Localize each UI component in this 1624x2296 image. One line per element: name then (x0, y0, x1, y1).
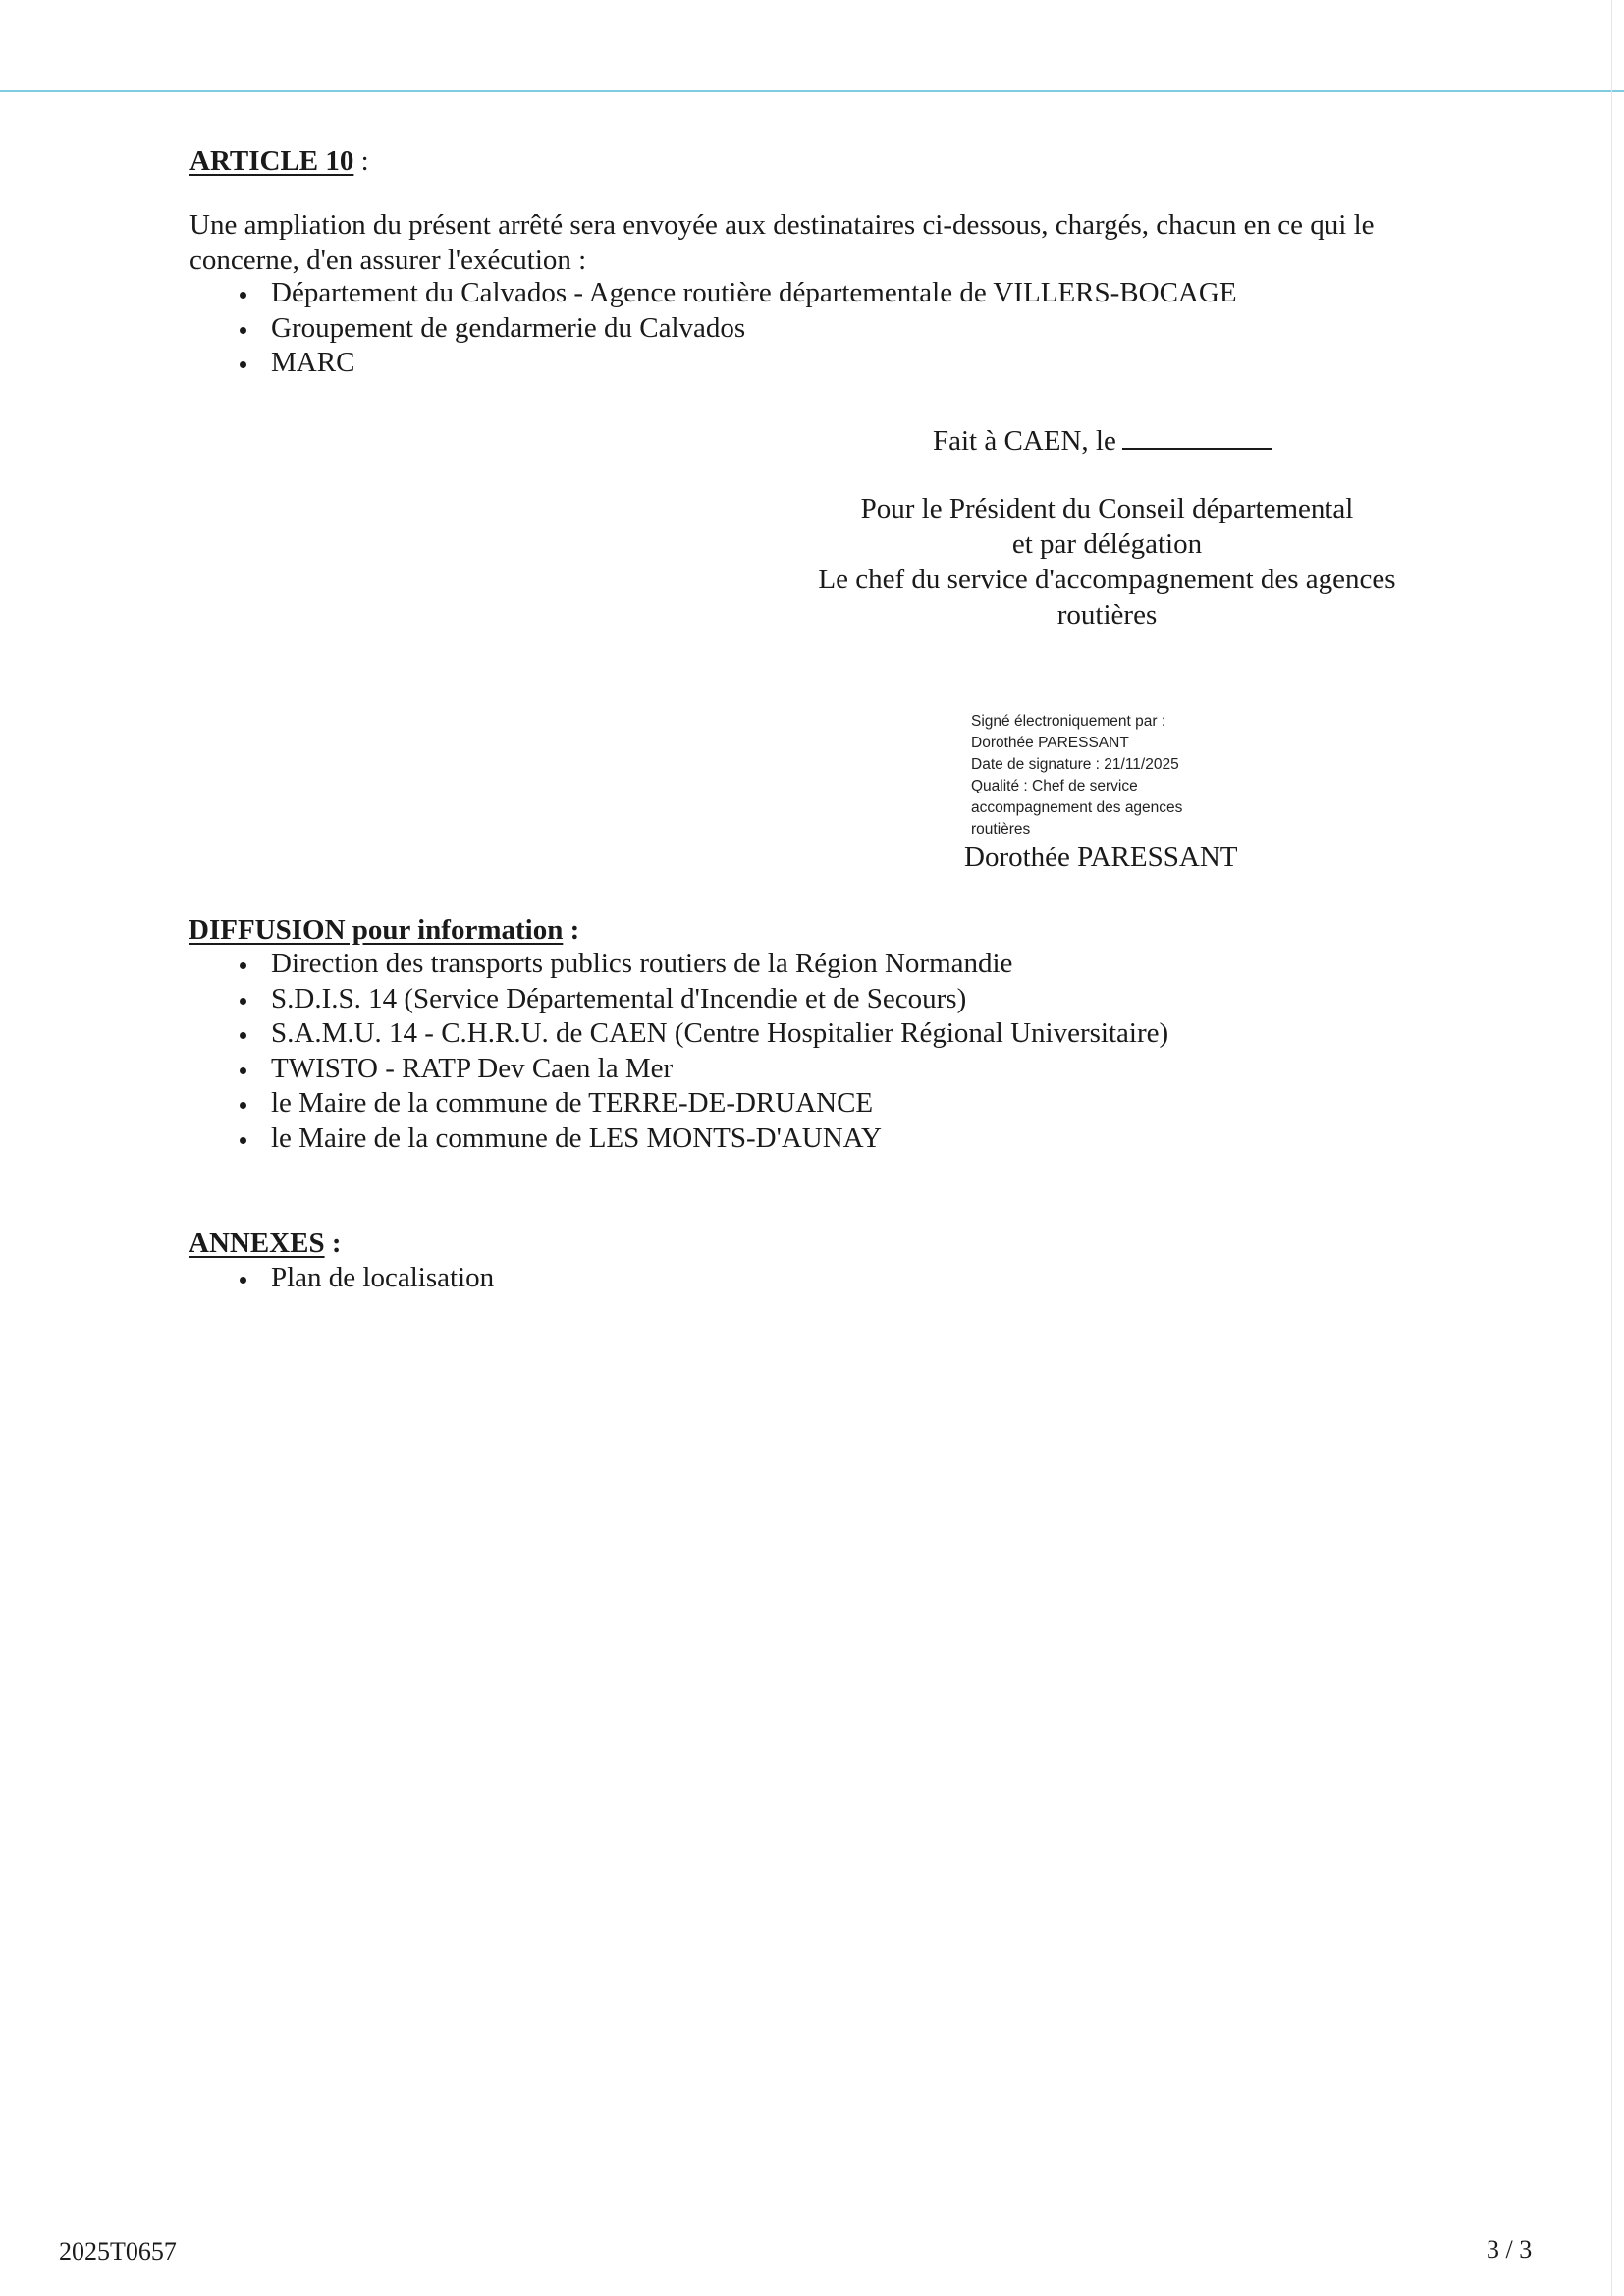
bullet-icon (240, 1137, 246, 1144)
signature-line-2: et par délégation (1011, 528, 1203, 560)
esig-line-4: Qualité : Chef de service (971, 778, 1138, 794)
annex-item (189, 1261, 494, 1296)
annexes-heading (189, 1226, 342, 1261)
recipient-item (189, 276, 1237, 311)
bullet-icon (240, 1277, 246, 1284)
esig-line-5: accompagnement des agences (971, 799, 1183, 816)
date-blank-line (1122, 422, 1272, 450)
diffusion-title: DIFFUSION pour information (189, 914, 564, 946)
diffusion-text: TWISTO - RATP Dev Caen la Mer (271, 1052, 674, 1084)
recipient-text: Département du Calvados - Agence routière départementale de VILLERS-BOCAGE (271, 277, 1237, 308)
recipients-list (189, 276, 1237, 381)
bullet-icon (240, 962, 246, 969)
diffusion-item (189, 1121, 1168, 1157)
article-intro-line-2: concerne, d'en assurer l'exécution : (189, 245, 587, 276)
recipient-item (189, 346, 1237, 381)
annexes-list (189, 1261, 494, 1296)
diffusion-text: S.D.I.S. 14 (Service Départemental d'Incendie et de Secours) (271, 982, 967, 1014)
esig-line-1: Signé électroniquement par : (971, 713, 1166, 730)
recipient-text: Groupement de gendarmerie du Calvados (271, 311, 746, 344)
diffusion-text: S.A.M.U. 14 - C.H.R.U. de CAEN (Centre Hospitalier Régional Universitaire) (271, 1017, 1169, 1049)
recipient-text: MARC (271, 347, 355, 378)
bullet-icon (240, 361, 246, 368)
fait-a-text: Fait à CAEN, le (933, 425, 1116, 457)
scan-right-edge (1611, 0, 1612, 2296)
signature-block (785, 491, 1429, 632)
footer-page-number: 3 / 3 (1487, 2235, 1533, 2264)
diffusion-item (189, 1016, 1168, 1052)
article-colon: : (353, 145, 369, 177)
bullet-icon (240, 998, 246, 1005)
bullet-icon (240, 1032, 246, 1039)
signature-line-3: Le chef du service d'accompagnement des agences (818, 564, 1396, 595)
diffusion-colon: : (563, 914, 580, 946)
signer-name: Dorothée PARESSANT (964, 842, 1238, 873)
bullet-icon (240, 292, 246, 299)
diffusion-text: Direction des transports publics routiers de la Région Normandie (271, 948, 1013, 979)
scan-top-line (0, 90, 1624, 92)
esig-line-3: Date de signature : 21/11/2025 (971, 756, 1179, 773)
diffusion-heading (189, 912, 579, 948)
recipient-item (189, 311, 1237, 347)
bullet-icon (240, 1067, 246, 1074)
diffusion-item (189, 1052, 1168, 1087)
diffusion-list (189, 947, 1168, 1156)
esig-line-2: Dorothée PARESSANT (971, 735, 1129, 751)
diffusion-text: le Maire de la commune de LES MONTS-D'AUNAY (271, 1121, 882, 1154)
annexes-title: ANNEXES (189, 1228, 325, 1259)
signature-line-4: routières (1056, 599, 1158, 630)
diffusion-item (189, 947, 1168, 982)
bullet-icon (240, 1102, 246, 1109)
diffusion-text: le Maire de la commune de TERRE-DE-DRUANCE (271, 1087, 874, 1119)
bullet-icon (240, 327, 246, 334)
electronic-signature-stamp (971, 711, 1182, 841)
signature-line-1: Pour le Président du Conseil départemental (860, 493, 1354, 524)
article-title: ARTICLE 10 (189, 145, 354, 177)
footer-reference: 2025T0657 (59, 2237, 177, 2266)
article-intro-line-1: Une ampliation du présent arrêté sera envoyée aux destinataires ci-dessous, chargés, chacun en ce qui le (189, 209, 1375, 241)
annexes-colon: : (324, 1228, 342, 1259)
annex-text: Plan de localisation (271, 1262, 495, 1293)
article-heading (189, 143, 369, 179)
diffusion-item (189, 1086, 1168, 1121)
diffusion-item (189, 982, 1168, 1017)
esig-line-6: routières (971, 821, 1031, 838)
fait-a-line (933, 422, 1272, 459)
